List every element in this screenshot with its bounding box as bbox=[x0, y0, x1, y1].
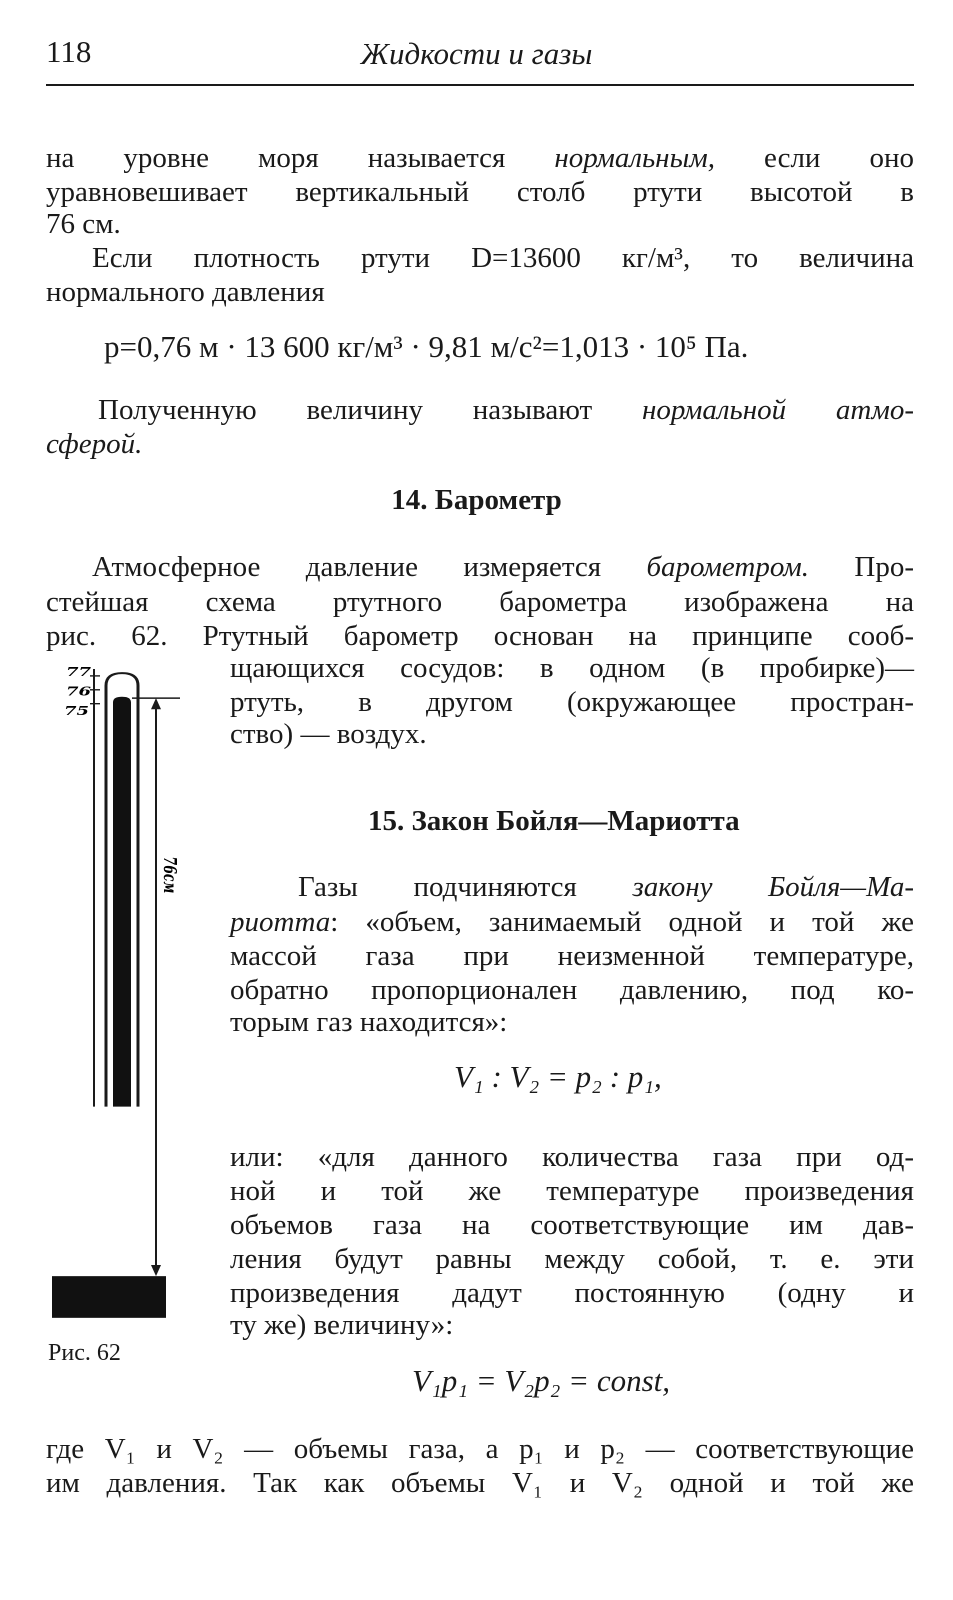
section-heading: 15. Закон Бойля—Мариотта bbox=[368, 805, 740, 837]
text-line: щающихся сосудов: в одном (в пробирке)— bbox=[230, 652, 914, 684]
dimension-label: 76см bbox=[159, 856, 180, 894]
text-line: ство) — воздух. bbox=[230, 718, 427, 750]
boyle-formula-product: V₁p₁ = V₂p₂ = const, bbox=[412, 1363, 671, 1398]
text-line: или: «для данного количества газа при од- bbox=[230, 1141, 914, 1173]
arrow-head-up bbox=[151, 698, 161, 709]
figure-caption: Рис. 62 bbox=[48, 1340, 121, 1366]
text-line: ления будут равны между собой, т. е. эти bbox=[230, 1243, 914, 1275]
tick-label-75: 75 bbox=[64, 702, 90, 719]
text-line: обратно пропорционален давлению, под ко- bbox=[230, 974, 914, 1006]
text-line: 76 см. bbox=[46, 208, 121, 240]
text-line: Атмосферное давление измеряется барометром. Про- bbox=[92, 551, 914, 583]
text-line: ртуть, в другом (окружающее простран- bbox=[230, 686, 914, 718]
arrow-head-down bbox=[151, 1265, 161, 1276]
section-heading: 14. Барометр bbox=[391, 484, 562, 516]
text-line: на уровне моря называется нормальным, если оно bbox=[46, 142, 914, 174]
text-line: уравновешивает вертикальный столб ртути высотой в bbox=[46, 176, 914, 208]
tick-label-77: 77 bbox=[66, 663, 92, 680]
header-rule bbox=[46, 84, 914, 86]
text-line: массой газа при неизменной температуре, bbox=[230, 940, 914, 972]
running-title: Жидкости и газы bbox=[360, 36, 593, 71]
text-line: ту же) величину»: bbox=[230, 1309, 454, 1341]
text-line: объемов газа на соответствующие им дав- bbox=[230, 1209, 914, 1241]
text-line: ной и той же температуре произведения bbox=[230, 1175, 914, 1207]
text-line: им давления. Так как объемы V₁ и V₂ одной и той же bbox=[46, 1467, 914, 1499]
text-line: Полученную величину называют нормальной атмо- bbox=[98, 394, 914, 426]
page-number: 118 bbox=[46, 34, 92, 69]
mercury-reservoir bbox=[52, 1276, 166, 1318]
tick-label-76: 76 bbox=[66, 683, 92, 699]
text-line: где V₁ и V₂ — объемы газа, а p₁ и p₂ — соответствующие bbox=[46, 1433, 914, 1465]
barometer-figure bbox=[40, 662, 180, 1322]
text-line: произведения дадут постоянную (одну и bbox=[230, 1277, 914, 1309]
text-line: рис. 62. Ртутный барометр основан на принципе сооб- bbox=[46, 620, 914, 652]
mercury-column bbox=[113, 697, 131, 1107]
boyle-formula-ratio: V₁ : V₂ = p₂ : p₁, bbox=[454, 1059, 662, 1094]
text-line: риотта: «объем, занимаемый одной и той же bbox=[230, 906, 914, 938]
text-line: сферой. bbox=[46, 428, 143, 460]
text-line: Газы подчиняются закону Бойля—Ма- bbox=[298, 871, 914, 903]
text-line: Если плотность ртути D=13600 кг/м³, то величина bbox=[92, 242, 914, 274]
text-line: торым газ находится»: bbox=[230, 1006, 508, 1038]
text-line: стейшая схема ртутного барометра изображена на bbox=[46, 586, 914, 618]
pressure-formula: p=0,76 м · 13 600 кг/м³ · 9,81 м/с²=1,013 · 10⁵ Па. bbox=[104, 329, 749, 364]
text-line: нормального давления bbox=[46, 276, 325, 308]
